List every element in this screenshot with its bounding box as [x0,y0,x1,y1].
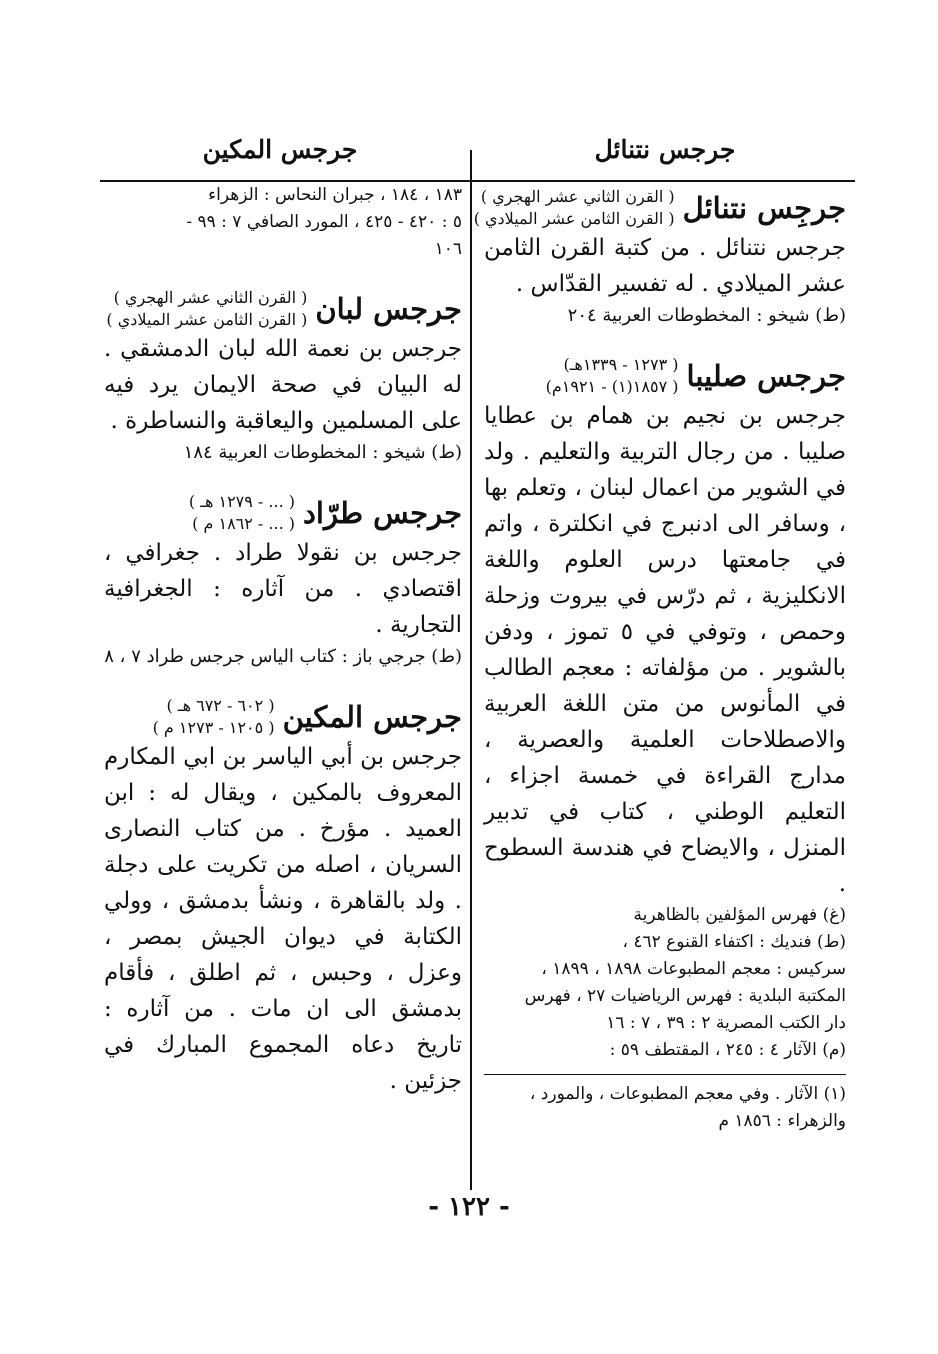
entry-dates: ( القرن الثاني عشر الهجري ) ( القرن الثامن عشر الميلادي ) [473,187,675,228]
footnote [484,1074,846,1135]
entry-source: (م) الآثار ٤ : ٢٤٥ ، المقتطف ٥٩ : [609,1040,846,1060]
entry-dates: ( ٦٠٢ - ٦٧٢ هـ ) ( ١٢٠٥ - ١٢٧٣ م ) [152,696,275,737]
entry-source: (ط) فنديك : اكتفاء القنوع ٤٦٢ ، [622,932,846,952]
right-column-title: جرجس نتنائل [594,135,736,164]
entry-source: (غ) فهرس المؤلفين بالظاهرية [633,905,846,925]
entry-girgis-saliba [484,354,846,1064]
continuation-line: ٥ : ٤٢٠ - ٤٢٥ ، المورد الصافي ٧ : ٩٩ - [186,212,462,232]
entry-dates: ( القرن الثاني عشر الهجري ) ( القرن الثامن عشر الميلادي ) [106,288,308,329]
entry-name: جرجِس نتنائل [682,191,846,225]
entry-name: جرجس المكين [282,700,462,734]
footnote-line: (١) الآثار . وفي معجم المطبوعات ، والمورد ، [529,1084,846,1104]
entry-body: جرجس بن نجيم بن همام بن عطايا صليبا . من رجال التربية والتعليم . ولد في الشوير من اعمال لبنان ، وتعلم بها ، وسافر الى ادنبرج في انكلترة ، واتم في جامعتها درس العلوم واللغة الانكليزية ، ثم درّس في بيروت وزحلة وحمص ، وتوفي في ٥ تموز ، ودفن بالشوير . من مؤلفاته : معجم الطالب في المأنوس من متن اللغة العربية والاصطلاحات العلمية والعصرية ، مدارج القراءة في خمسة اجزاء ، التعليم الوطني ، كتاب في تدبير المنزل ، والايضاح في هندسة السطوح . [484,403,846,897]
entry-source: (ط) شيخو : المخطوطات العربية ٢٠٤ [567,305,846,326]
right-column [473,182,846,1135]
entry-heading [484,354,846,398]
continuation-line: ١٨٣ ، ١٨٤ ، جبران النحاس : الزهراء [208,185,462,205]
entry-source: سركيس : معجم المطبوعات ١٨٩٨ ، ١٨٩٩ ، [541,959,846,979]
entry-body: جرجس نتنائل . من كتبة القرن الثامن عشر الميلادي . له تفسير القدّاس . [484,235,846,297]
entry-name: جرجس طرّاد [303,496,462,530]
entry-heading [104,491,462,535]
entry-body: جرجس بن نقولا طراد . جغرافي ، اقتصادي . من آثاره : الجغرافية التجارية . [104,540,462,638]
continuation-line: ١٠٦ [434,239,462,259]
entry-girgis-natanail [473,186,846,330]
entry-body: جرجس بن نعمة الله لبان الدمشقي . له البيان في صحة الايمان يرد فيه على المسلمين واليعاقبة والنساطرة . [104,336,462,434]
entry-girgis-labban [104,287,462,467]
entry-name: جرجس صليبا [686,359,846,393]
entry-body: جرجس بن أبي الياسر بن ابي المكارم المعروف بالمكين ، ويقال له : ابن العميد . مؤرخ . من كتاب النصارى السريان ، اصله من تكريت على دجلة . ولد بالقاهرة ، ونشأ بدمشق ، وولي الكتابة في ديوان الجيش بمصر ، وعزل ، وحبس ، ثم اطلق ، فأقام بدمشق الى ان مات . من آثاره : تاريخ دعاه المجموع المبارك في جزئين . [104,744,462,1094]
column-divider [470,150,472,1190]
entry-source: (ط) شيخو : المخطوطات العربية ١٨٤ [183,442,462,463]
footnote-line: والزهراء : ١٨٥٦ م [718,1111,846,1131]
entry-heading [104,695,462,739]
entry-heading [104,287,462,331]
entry-source: المكتبة البلدية : فهرس الرياضيات ٢٧ ، فهرس [524,986,846,1006]
left-column-title: جرجس المكين [202,135,358,164]
entry-source: (ط) جرجي باز : كتاب الياس جرجس طراد ٧ ، ٨ [104,646,462,667]
entry-dates: ( ١٢٧٣ - ١٣٣٩هـ) ( ١٨٥٧(١) - ١٩٢١م) [545,355,679,396]
entry-girgis-tarrad [104,491,462,671]
entry-girgis-al-makin [104,695,462,1099]
left-column [104,182,462,1099]
entry-heading [473,186,846,230]
entry-name: جرجس لبان [315,292,462,326]
page-number: - ١٢٢ - [428,1192,510,1222]
entry-source: دار الكتب المصرية ٢ : ٣٩ ، ٧ : ١٦ [606,1013,846,1033]
entry-dates: ( ... - ١٢٧٩ هـ ) ( ... - ١٨٦٢ م ) [188,492,296,533]
